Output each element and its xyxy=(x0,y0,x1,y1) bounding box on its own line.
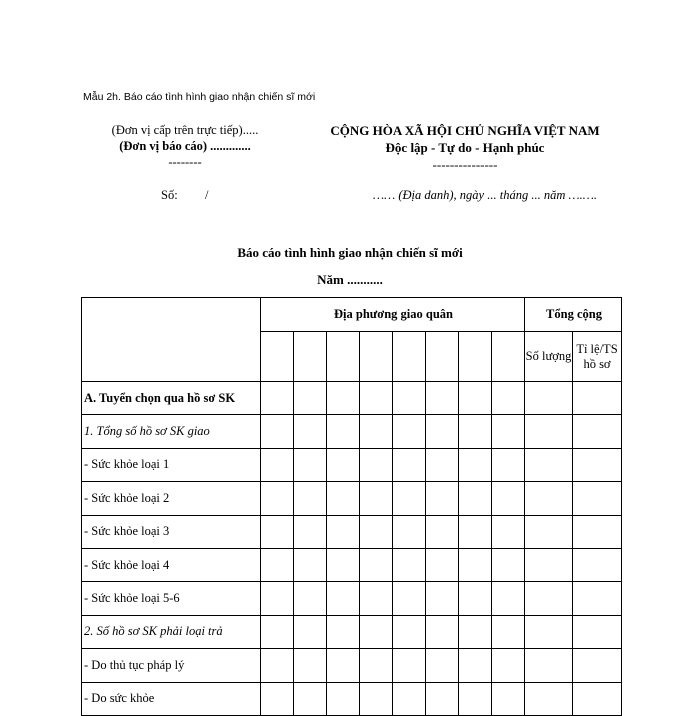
row-label: - Sức khỏe loại 2 xyxy=(82,482,261,515)
table-cell xyxy=(393,582,426,615)
table-cell xyxy=(327,548,360,581)
table-cell xyxy=(393,548,426,581)
issuing-unit-block xyxy=(80,122,290,170)
unit-column xyxy=(426,332,459,382)
table-cell xyxy=(393,382,426,415)
unit-column xyxy=(327,332,360,382)
number-slash: / xyxy=(204,188,209,202)
table-cell xyxy=(426,548,459,581)
unit-column xyxy=(492,332,525,382)
local-units-header: Địa phương giao quân xyxy=(261,298,525,332)
table-cell xyxy=(393,682,426,715)
unit-column xyxy=(360,332,393,382)
table-cell xyxy=(327,649,360,682)
number-label: Số: xyxy=(161,188,178,202)
table-cell xyxy=(360,415,393,448)
table-cell xyxy=(360,615,393,648)
count-header: Số lượng xyxy=(525,332,573,382)
table-cell xyxy=(459,582,492,615)
table-cell xyxy=(525,382,573,415)
table-cell xyxy=(492,382,525,415)
total-header: Tổng cộng xyxy=(525,298,622,332)
table-cell xyxy=(327,682,360,715)
table-cell xyxy=(426,415,459,448)
left-divider: -------- xyxy=(168,155,202,169)
table-cell xyxy=(360,582,393,615)
table-cell xyxy=(393,515,426,548)
table-cell xyxy=(294,415,327,448)
row-label: 1. Tổng số hồ sơ SK giao xyxy=(82,415,261,448)
unit-column xyxy=(393,332,426,382)
table-row xyxy=(82,382,622,415)
table-cell xyxy=(573,548,622,581)
table-cell xyxy=(426,482,459,515)
table-cell xyxy=(573,649,622,682)
table-row xyxy=(82,649,622,682)
table-cell xyxy=(426,382,459,415)
table-row xyxy=(82,582,622,615)
table-cell xyxy=(426,448,459,481)
table-cell xyxy=(525,515,573,548)
table-cell xyxy=(459,548,492,581)
table-cell xyxy=(393,415,426,448)
table-cell xyxy=(492,415,525,448)
table-cell xyxy=(459,482,492,515)
row-label: A. Tuyển chọn qua hồ sơ SK xyxy=(82,382,261,415)
table-cell xyxy=(459,615,492,648)
ratio-header: Tỉ lệ/TS hồ sơ xyxy=(573,332,622,382)
table-cell xyxy=(573,582,622,615)
table-cell xyxy=(492,615,525,648)
table-row xyxy=(82,415,622,448)
table-cell xyxy=(261,415,294,448)
unit-column xyxy=(294,332,327,382)
table-cell xyxy=(492,582,525,615)
right-divider: --------------- xyxy=(432,157,498,172)
table-cell xyxy=(573,415,622,448)
table-row xyxy=(82,615,622,648)
table-cell xyxy=(573,448,622,481)
table-cell xyxy=(525,615,573,648)
table-cell xyxy=(492,448,525,481)
table-cell xyxy=(492,682,525,715)
row-label-header xyxy=(82,298,261,382)
table-cell xyxy=(294,582,327,615)
table-cell xyxy=(492,548,525,581)
report-title: Báo cáo tình hình giao nhận chiến sĩ mới xyxy=(237,245,463,260)
unit-column xyxy=(459,332,492,382)
national-motto: Độc lập - Tự do - Hạnh phúc xyxy=(385,140,545,155)
form-code: Mẫu 2h. Báo cáo tình hình giao nhận chiến sĩ mới xyxy=(83,91,316,103)
row-label: - Do thủ tục pháp lý xyxy=(82,649,261,682)
table-cell xyxy=(294,615,327,648)
row-label: 2. Số hồ sơ SK phải loại trả xyxy=(82,615,261,648)
table-cell xyxy=(573,382,622,415)
table-row xyxy=(82,515,622,548)
row-label: - Sức khỏe loại 5-6 xyxy=(82,582,261,615)
table-cell xyxy=(327,582,360,615)
table-row xyxy=(82,482,622,515)
table-cell xyxy=(573,682,622,715)
table-cell xyxy=(360,515,393,548)
table-cell xyxy=(525,582,573,615)
table-cell xyxy=(459,682,492,715)
table-cell xyxy=(459,382,492,415)
table-cell xyxy=(294,682,327,715)
table-cell xyxy=(360,482,393,515)
table-cell xyxy=(426,682,459,715)
table-cell xyxy=(294,382,327,415)
table-cell xyxy=(459,415,492,448)
table-cell xyxy=(492,515,525,548)
table-cell xyxy=(459,448,492,481)
table-cell xyxy=(360,682,393,715)
table-cell xyxy=(294,482,327,515)
table-cell xyxy=(261,382,294,415)
table-cell xyxy=(261,582,294,615)
table-cell xyxy=(459,649,492,682)
table-cell xyxy=(525,482,573,515)
reporting-unit: (Đơn vị báo cáo) ............. xyxy=(119,139,251,153)
row-label: - Sức khỏe loại 1 xyxy=(82,448,261,481)
table-cell xyxy=(525,448,573,481)
superior-unit: (Đơn vị cấp trên trực tiếp)..... xyxy=(111,123,259,137)
report-year: Năm ........... xyxy=(317,272,383,287)
table-cell xyxy=(294,548,327,581)
table-cell xyxy=(261,448,294,481)
table-cell xyxy=(327,382,360,415)
table-cell xyxy=(393,649,426,682)
table-cell xyxy=(360,649,393,682)
table-cell xyxy=(492,482,525,515)
table-cell xyxy=(261,682,294,715)
table-cell xyxy=(261,615,294,648)
table-cell xyxy=(327,515,360,548)
table-cell xyxy=(294,515,327,548)
table-cell xyxy=(360,448,393,481)
document-number xyxy=(161,188,208,203)
table-cell xyxy=(492,649,525,682)
table-cell xyxy=(393,615,426,648)
table-cell xyxy=(573,615,622,648)
table-cell xyxy=(327,482,360,515)
row-label: - Do sức khỏe xyxy=(82,682,261,715)
table-cell xyxy=(393,448,426,481)
unit-column xyxy=(261,332,294,382)
table-cell xyxy=(426,515,459,548)
table-cell xyxy=(261,482,294,515)
table-cell xyxy=(573,515,622,548)
table-cell xyxy=(426,615,459,648)
table-cell xyxy=(426,649,459,682)
table-cell xyxy=(294,448,327,481)
national-heading-block xyxy=(290,122,640,173)
table-row xyxy=(82,682,622,715)
table-cell xyxy=(525,649,573,682)
table-cell xyxy=(525,415,573,448)
table-cell xyxy=(459,515,492,548)
table-cell xyxy=(393,482,426,515)
table-cell xyxy=(525,548,573,581)
table-cell xyxy=(261,649,294,682)
table-cell xyxy=(360,548,393,581)
table-cell xyxy=(426,582,459,615)
row-label: - Sức khỏe loại 3 xyxy=(82,515,261,548)
table-row xyxy=(82,448,622,481)
table-cell xyxy=(294,649,327,682)
table-cell xyxy=(261,548,294,581)
table-cell xyxy=(360,382,393,415)
table-cell xyxy=(327,415,360,448)
report-table xyxy=(81,297,622,716)
table-cell xyxy=(327,615,360,648)
country-name: CỘNG HÒA XÃ HỘI CHỦ NGHĨA VIỆT NAM xyxy=(330,123,600,138)
table-cell xyxy=(573,482,622,515)
place-date-line: …… (Địa danh), ngày ... tháng ... năm ….…. xyxy=(373,188,597,202)
table-cell xyxy=(525,682,573,715)
table-cell xyxy=(327,448,360,481)
table-cell xyxy=(261,515,294,548)
row-label: - Sức khỏe loại 4 xyxy=(82,548,261,581)
table-row xyxy=(82,548,622,581)
